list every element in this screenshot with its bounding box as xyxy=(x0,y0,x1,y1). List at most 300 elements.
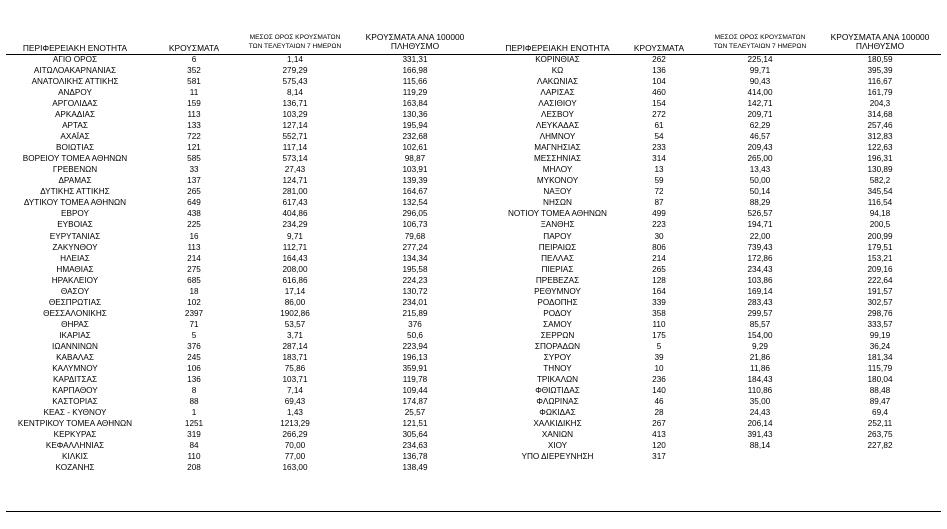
cell-cases: 376 xyxy=(187,341,201,351)
cell-cases: 1 xyxy=(191,408,197,417)
table-row xyxy=(482,319,941,330)
cell-avg-7days: 27,43 xyxy=(284,165,306,175)
cell-region: ΚΟΡΙΝΘΙΑΣ xyxy=(535,55,580,64)
cell-region: ΙΚΑΡΙΑΣ xyxy=(59,330,91,340)
table-row xyxy=(6,242,482,253)
cell-region: ΘΕΣΠΡΩΤΙΑΣ xyxy=(48,297,102,307)
cell-cases: 233 xyxy=(652,143,666,153)
cell-avg-7days: 526,57 xyxy=(747,209,773,219)
table-row xyxy=(6,385,482,396)
cell-per-100k: 89,47 xyxy=(869,396,891,406)
cell-avg-7days: 739,43 xyxy=(747,242,773,252)
table-row xyxy=(482,76,941,87)
table-row xyxy=(6,142,482,153)
table-row xyxy=(482,352,941,363)
cell-avg-7days: 234,43 xyxy=(747,264,773,274)
table-body-left xyxy=(6,54,482,473)
table-row xyxy=(6,297,482,308)
header-per-line1: ΚΡΟΥΣΜΑΤΑ ΑΝΑ 100000 xyxy=(365,32,465,42)
table-row xyxy=(482,242,941,253)
cell-region: ΑΧΑΪΑΣ xyxy=(60,132,90,142)
cell-cases: 71 xyxy=(189,319,199,329)
table-row xyxy=(482,385,941,396)
cell-avg-7days: 75,86 xyxy=(284,363,306,373)
cell-cases: 8 xyxy=(191,385,197,395)
cell-per-100k: 36,24 xyxy=(869,341,891,351)
table-row xyxy=(6,197,482,208)
table-row xyxy=(482,407,941,418)
cell-per-100k: 130,72 xyxy=(402,286,428,296)
cell-cases: 262 xyxy=(652,55,666,64)
cell-avg-7days: 50,00 xyxy=(749,176,771,186)
cell-cases: 499 xyxy=(652,209,666,219)
cell-per-100k: 195,94 xyxy=(402,121,428,131)
cell-per-100k: 252,11 xyxy=(867,419,893,429)
header-avg-line2: ΤΩΝ ΤΕΛΕΥΤΑΙΩΝ 7 ΗΜΕΡΩΝ xyxy=(713,43,807,50)
table-row xyxy=(482,418,941,429)
cell-region: ΚΕΝΤΡΙΚΟΥ ΤΟΜΕΑ ΑΘΗΝΩΝ xyxy=(17,419,133,429)
table-row xyxy=(6,374,482,385)
cell-avg-7days: 1,43 xyxy=(287,408,303,417)
cell-region: ΛΕΣΒΟΥ xyxy=(540,110,575,120)
header-per-100k xyxy=(356,33,474,51)
cell-region: ΑΓΙΟ ΟΡΟΣ xyxy=(52,55,98,64)
cell-cases: 245 xyxy=(187,352,201,362)
cell-cases: 164 xyxy=(652,286,666,296)
cell-avg-7days: 62,29 xyxy=(749,121,771,131)
cell-per-100k: 234,01 xyxy=(402,297,428,307)
cell-region: ΚΕΑΣ - ΚΥΘΝΟΥ xyxy=(43,408,107,417)
cell-avg-7days: 90,43 xyxy=(749,77,771,87)
table-row xyxy=(6,275,482,286)
cell-cases: 154 xyxy=(652,99,666,109)
table-row xyxy=(482,65,941,76)
cell-avg-7days: 287,14 xyxy=(282,341,308,351)
cell-avg-7days: 22,00 xyxy=(749,231,771,241)
cell-avg-7days: 194,71 xyxy=(747,220,773,230)
cell-region: ΕΥΡΥΤΑΝΙΑΣ xyxy=(49,231,101,241)
cell-avg-7days: 209,43 xyxy=(747,143,773,153)
cell-cases: 133 xyxy=(187,121,201,131)
cell-per-100k: 103,91 xyxy=(402,165,428,175)
cell-per-100k: 180,59 xyxy=(867,55,893,64)
cell-avg-7days: 86,00 xyxy=(284,297,306,307)
cell-per-100k: 181,34 xyxy=(867,352,893,362)
cell-avg-7days: 103,71 xyxy=(282,374,308,384)
table-row xyxy=(6,341,482,352)
cell-avg-7days: 163,00 xyxy=(282,463,308,473)
cell-per-100k: 132,54 xyxy=(402,198,428,208)
cell-cases: 54 xyxy=(654,132,664,142)
cell-per-100k: 196,31 xyxy=(867,154,893,164)
table-header-left xyxy=(6,22,482,54)
cell-per-100k: 200,5 xyxy=(869,220,891,230)
cell-region: ΠΕΙΡΑΙΩΣ xyxy=(538,242,577,252)
cell-avg-7days: 103,29 xyxy=(282,110,308,120)
cell-cases: 140 xyxy=(652,385,666,395)
cell-avg-7days: 169,14 xyxy=(747,286,773,296)
cell-cases: 110 xyxy=(652,319,666,329)
cell-per-100k: 102,61 xyxy=(402,143,428,153)
cell-per-100k: 106,73 xyxy=(402,220,428,230)
cell-cases: 84 xyxy=(189,441,199,451)
cell-avg-7days: 184,43 xyxy=(747,374,773,384)
table-row xyxy=(482,330,941,341)
cell-cases: 225 xyxy=(187,220,201,230)
cell-cases: 585 xyxy=(187,154,201,164)
cell-avg-7days: 35,00 xyxy=(749,396,771,406)
cell-per-100k: 134,34 xyxy=(402,253,428,263)
cell-region: ΑΝΔΡΟΥ xyxy=(58,88,92,98)
cell-per-100k: 163,84 xyxy=(402,99,428,109)
cell-avg-7days: 142,71 xyxy=(747,99,773,109)
cell-region: ΤΗΝΟΥ xyxy=(543,363,572,373)
cell-region: ΞΑΝΘΗΣ xyxy=(540,220,575,230)
cell-cases: 438 xyxy=(187,209,201,219)
cell-region: ΠΑΡΟΥ xyxy=(543,231,572,241)
cell-region: ΜΗΛΟΥ xyxy=(542,165,573,175)
cell-cases: 137 xyxy=(187,176,201,186)
cell-cases: 214 xyxy=(187,253,201,263)
cell-region: ΣΥΡΟΥ xyxy=(543,352,572,362)
table-row xyxy=(482,131,941,142)
cell-avg-7days: 414,00 xyxy=(747,88,773,98)
cell-region: ΠΙΕΡΙΑΣ xyxy=(541,264,574,274)
cell-avg-7days: 575,43 xyxy=(282,77,308,87)
header-avg-line1: ΜΕΣΟΣ ΟΡΟΣ ΚΡΟΥΣΜΑΤΩΝ xyxy=(249,34,341,41)
cell-per-100k: 130,36 xyxy=(402,110,428,120)
table-row xyxy=(6,330,482,341)
cell-avg-7days: 404,86 xyxy=(282,209,308,219)
table-row xyxy=(482,197,941,208)
cell-per-100k: 395,39 xyxy=(867,66,893,76)
cell-per-100k: 153,21 xyxy=(867,253,893,263)
cell-cases: 581 xyxy=(187,77,201,87)
table-row xyxy=(482,341,941,352)
cell-per-100k: 204,3 xyxy=(869,99,891,109)
cell-region: ΑΝΑΤΟΛΙΚΗΣ ΑΤΤΙΚΗΣ xyxy=(31,77,119,87)
cell-per-100k: 50,6 xyxy=(407,330,423,340)
table-row xyxy=(6,418,482,429)
cell-cases: 11 xyxy=(189,88,199,98)
cell-avg-7days: 225,14 xyxy=(747,55,773,64)
cell-region: ΧΑΛΚΙΔΙΚΗΣ xyxy=(533,419,582,429)
header-cases: ΚΡΟΥΣΜΑΤΑ xyxy=(633,43,685,53)
cell-per-100k: 115,66 xyxy=(402,77,428,87)
cell-per-100k: 180,04 xyxy=(867,374,893,384)
cell-cases: 339 xyxy=(652,297,666,307)
table-row xyxy=(482,264,941,275)
cell-avg-7days: 24,43 xyxy=(749,408,771,417)
cell-region: ΖΑΚΥΝΘΟΥ xyxy=(52,242,98,252)
cell-cases: 5 xyxy=(191,330,197,340)
cell-region: ΧΑΝΙΩΝ xyxy=(541,430,574,440)
table-row xyxy=(6,87,482,98)
cell-cases: 121 xyxy=(187,143,201,153)
cell-avg-7days: 9,29 xyxy=(752,341,768,351)
header-per-line2: ΠΛΗΘΥΣΜΟ xyxy=(855,41,905,51)
cell-avg-7days: 69,43 xyxy=(284,396,306,406)
cell-per-100k: 119,78 xyxy=(402,374,428,384)
cell-cases: 30 xyxy=(654,231,664,241)
table-row xyxy=(482,253,941,264)
cell-cases: 352 xyxy=(187,66,201,76)
cell-cases: 214 xyxy=(652,253,666,263)
table-row xyxy=(6,208,482,219)
table-header-right xyxy=(482,22,941,54)
cell-cases: 272 xyxy=(652,110,666,120)
cell-region: ΡΟΔΟΠΗΣ xyxy=(537,297,578,307)
cell-region: ΗΜΑΘΙΑΣ xyxy=(56,264,94,274)
table-row xyxy=(6,440,482,451)
cell-region: ΔΥΤΙΚΗΣ ΑΤΤΙΚΗΣ xyxy=(40,187,110,197)
cell-per-100k: 138,49 xyxy=(402,463,428,473)
table-row xyxy=(482,231,941,242)
cell-avg-7days: 209,71 xyxy=(747,110,773,120)
cell-region: ΓΡΕΒΕΝΩΝ xyxy=(52,165,98,175)
cell-cases: 223 xyxy=(652,220,666,230)
table-row xyxy=(482,186,941,197)
cell-region: ΚΑΡΠΑΘΟΥ xyxy=(52,385,98,395)
table-right-half xyxy=(482,22,941,462)
cell-region: ΕΥΒΟΙΑΣ xyxy=(57,220,93,230)
cell-cases: 16 xyxy=(189,231,199,241)
table-row xyxy=(6,76,482,87)
table-row xyxy=(482,219,941,230)
cell-per-100k: 298,76 xyxy=(867,308,893,318)
cell-per-100k: 257,46 xyxy=(867,121,893,131)
table-row xyxy=(6,429,482,440)
cell-region: ΚΩ xyxy=(551,66,564,76)
cell-avg-7days: 136,71 xyxy=(282,99,308,109)
cell-cases: 33 xyxy=(189,165,199,175)
header-region: ΠΕΡΙΦΕΡΕΙΑΚΗ ΕΝΟΤΗΤΑ xyxy=(22,43,128,53)
cell-per-100k: 302,57 xyxy=(867,297,893,307)
cell-cases: 208 xyxy=(187,463,201,473)
cell-per-100k: 227,82 xyxy=(867,441,893,451)
cell-region: ΣΠΟΡΑΔΩΝ xyxy=(534,341,581,351)
cell-cases: 87 xyxy=(654,198,664,208)
cell-per-100k: 99,19 xyxy=(869,330,891,340)
cell-per-100k: 116,67 xyxy=(867,77,893,87)
table-row xyxy=(482,153,941,164)
cell-per-100k: 179,51 xyxy=(867,242,893,252)
cell-per-100k: 200,99 xyxy=(867,231,893,241)
cell-per-100k: 582,2 xyxy=(869,176,891,186)
cell-avg-7days: 266,29 xyxy=(282,430,308,440)
cell-region: ΑΡΤΑΣ xyxy=(62,121,88,131)
table-row xyxy=(6,186,482,197)
table-row xyxy=(6,54,482,65)
cell-avg-7days: 1902,86 xyxy=(280,308,310,318)
cell-cases: 18 xyxy=(189,286,199,296)
header-rule xyxy=(6,54,941,55)
cell-avg-7days: 208,00 xyxy=(282,264,308,274)
table-row xyxy=(482,440,941,451)
cell-per-100k: 263,75 xyxy=(867,430,893,440)
cell-per-100k: 109,44 xyxy=(402,385,428,395)
cell-per-100k: 79,68 xyxy=(404,231,426,241)
cell-region: ΧΙΟΥ xyxy=(547,441,568,451)
cell-region: ΦΛΩΡΙΝΑΣ xyxy=(536,396,579,406)
cell-region: ΔΡΑΜΑΣ xyxy=(58,176,92,186)
cell-region: ΙΩΑΝΝΙΝΩΝ xyxy=(52,341,98,351)
header-per-line2: ΠΛΗΘΥΣΜΟ xyxy=(390,41,440,51)
cell-cases: 13 xyxy=(654,165,664,175)
cell-per-100k: 196,13 xyxy=(402,352,428,362)
table-row xyxy=(482,142,941,153)
cell-cases: 136 xyxy=(652,66,666,76)
cell-cases: 106 xyxy=(187,363,201,373)
cell-region: ΜΕΣΣΗΝΙΑΣ xyxy=(533,154,582,164)
cell-avg-7days: 154,00 xyxy=(747,330,773,340)
table-row xyxy=(482,54,941,65)
cell-cases: 72 xyxy=(654,187,664,197)
cell-per-100k: 191,57 xyxy=(867,286,893,296)
cell-cases: 28 xyxy=(654,408,664,417)
cell-per-100k: 359,91 xyxy=(402,363,428,373)
cell-avg-7days: 77,00 xyxy=(284,452,306,462)
cell-cases: 104 xyxy=(652,77,666,87)
cell-per-100k: 314,68 xyxy=(867,110,893,120)
cell-per-100k: 224,23 xyxy=(402,275,428,285)
cell-per-100k: 222,64 xyxy=(867,275,893,285)
cell-region: ΡΟΔΟΥ xyxy=(543,308,572,318)
cell-avg-7days: 265,00 xyxy=(747,154,773,164)
cell-avg-7days: 124,71 xyxy=(282,176,308,186)
cell-cases: 460 xyxy=(652,88,666,98)
table-row xyxy=(6,98,482,109)
cell-region: ΠΕΛΛΑΣ xyxy=(541,253,574,263)
table-row xyxy=(6,352,482,363)
table-row xyxy=(6,120,482,131)
cell-cases: 102 xyxy=(187,297,201,307)
cell-cases: 46 xyxy=(654,396,664,406)
cell-cases: 319 xyxy=(187,430,201,440)
cell-avg-7days: 8,14 xyxy=(287,88,303,98)
cell-cases: 358 xyxy=(652,308,666,318)
cell-cases: 59 xyxy=(654,176,664,186)
cell-avg-7days: 283,43 xyxy=(747,297,773,307)
table-row xyxy=(482,120,941,131)
table-body-right xyxy=(482,54,941,462)
cell-region: ΚΑΛΥΜΝΟΥ xyxy=(52,363,98,373)
table-row xyxy=(6,286,482,297)
cell-avg-7days: 112,71 xyxy=(282,242,308,252)
cell-cases: 39 xyxy=(654,352,664,362)
cell-per-100k: 376 xyxy=(408,319,422,329)
header-per-100k xyxy=(821,33,939,51)
cell-per-100k: 345,54 xyxy=(867,187,893,197)
header-per-line1: ΚΡΟΥΣΜΑΤΑ ΑΝΑ 100000 xyxy=(830,32,930,42)
cell-per-100k: 209,16 xyxy=(867,264,893,274)
cell-cases: 722 xyxy=(187,132,201,142)
cell-avg-7days: 183,71 xyxy=(282,352,308,362)
cell-avg-7days: 164,43 xyxy=(282,253,308,263)
cell-cases: 6 xyxy=(191,55,197,64)
cell-avg-7days: 299,57 xyxy=(747,308,773,318)
cell-cases: 175 xyxy=(652,330,666,340)
cell-avg-7days: 206,14 xyxy=(747,419,773,429)
cell-per-100k: 232,68 xyxy=(402,132,428,142)
cell-cases: 88 xyxy=(189,396,199,406)
cell-per-100k: 94,18 xyxy=(869,209,891,219)
cell-avg-7days: 9,71 xyxy=(287,231,303,241)
cell-region: ΛΕΥΚΑΔΑΣ xyxy=(535,121,580,131)
cell-region: ΑΡΓΟΛΙΔΑΣ xyxy=(52,99,98,109)
cell-per-100k: 296,05 xyxy=(402,209,428,219)
cell-per-100k: 223,94 xyxy=(402,341,428,351)
bottom-rule xyxy=(6,511,941,512)
cell-region: ΣΑΜΟΥ xyxy=(543,319,572,329)
cell-avg-7days: 1213,29 xyxy=(280,419,310,429)
cell-per-100k: 116,54 xyxy=(867,198,893,208)
cell-avg-7days: 103,86 xyxy=(747,275,773,285)
table-row xyxy=(6,219,482,230)
cell-cases: 236 xyxy=(652,374,666,384)
cell-region: ΘΕΣΣΑΛΟΝΙΚΗΣ xyxy=(43,308,107,318)
cell-per-100k: 234,63 xyxy=(402,441,428,451)
cell-region: ΝΑΞΟΥ xyxy=(543,187,572,197)
cell-cases: 113 xyxy=(187,110,201,120)
table-row xyxy=(482,308,941,319)
cell-region: ΘΑΣΟΥ xyxy=(60,286,90,296)
cell-cases: 649 xyxy=(187,198,201,208)
cell-per-100k: 312,83 xyxy=(867,132,893,142)
cell-avg-7days: 552,71 xyxy=(282,132,308,142)
cell-avg-7days: 117,14 xyxy=(282,143,308,153)
cell-region: ΤΡΙΚΑΛΩΝ xyxy=(536,374,579,384)
table-row xyxy=(6,451,482,462)
cell-region: ΑΙΤΩΛΟΑΚΑΡΝΑΝΙΑΣ xyxy=(33,66,117,76)
table-row xyxy=(482,396,941,407)
table-row xyxy=(482,297,941,308)
cell-cases: 265 xyxy=(187,187,201,197)
cell-cases: 806 xyxy=(652,242,666,252)
table-row xyxy=(482,98,941,109)
cell-per-100k: 215,89 xyxy=(402,308,428,318)
cell-cases: 5 xyxy=(656,341,662,351)
cell-per-100k: 88,48 xyxy=(869,385,891,395)
cell-per-100k: 333,57 xyxy=(867,319,893,329)
cell-avg-7days: 70,00 xyxy=(284,441,306,451)
cell-cases: 113 xyxy=(187,242,201,252)
cell-per-100k: 136,78 xyxy=(402,452,428,462)
cell-cases: 314 xyxy=(652,154,666,164)
table-row xyxy=(6,65,482,76)
cell-per-100k: 164,67 xyxy=(402,187,428,197)
cell-per-100k: 331,31 xyxy=(402,55,428,64)
cell-avg-7days: 85,57 xyxy=(749,319,771,329)
table-row xyxy=(6,131,482,142)
cell-cases: 413 xyxy=(652,430,666,440)
table-row xyxy=(482,164,941,175)
cell-region: ΒΟΙΩΤΙΑΣ xyxy=(55,143,95,153)
header-region: ΠΕΡΙΦΕΡΕΙΑΚΗ ΕΝΟΤΗΤΑ xyxy=(505,43,610,53)
table-row xyxy=(482,109,941,120)
cell-avg-7days: 17,14 xyxy=(284,286,306,296)
cell-per-100k: 161,79 xyxy=(867,88,893,98)
cell-per-100k: 166,98 xyxy=(402,66,428,76)
cell-avg-7days: 88,14 xyxy=(749,441,771,451)
cell-region: ΚΕΡΚΥΡΑΣ xyxy=(53,430,97,440)
cell-avg-7days: 53,57 xyxy=(284,319,306,329)
cell-avg-7days: 99,71 xyxy=(749,66,771,76)
cell-avg-7days: 573,14 xyxy=(282,154,308,164)
cell-per-100k: 277,24 xyxy=(402,242,428,252)
cell-per-100k: 115,79 xyxy=(867,363,893,373)
cell-per-100k: 195,58 xyxy=(402,264,428,274)
